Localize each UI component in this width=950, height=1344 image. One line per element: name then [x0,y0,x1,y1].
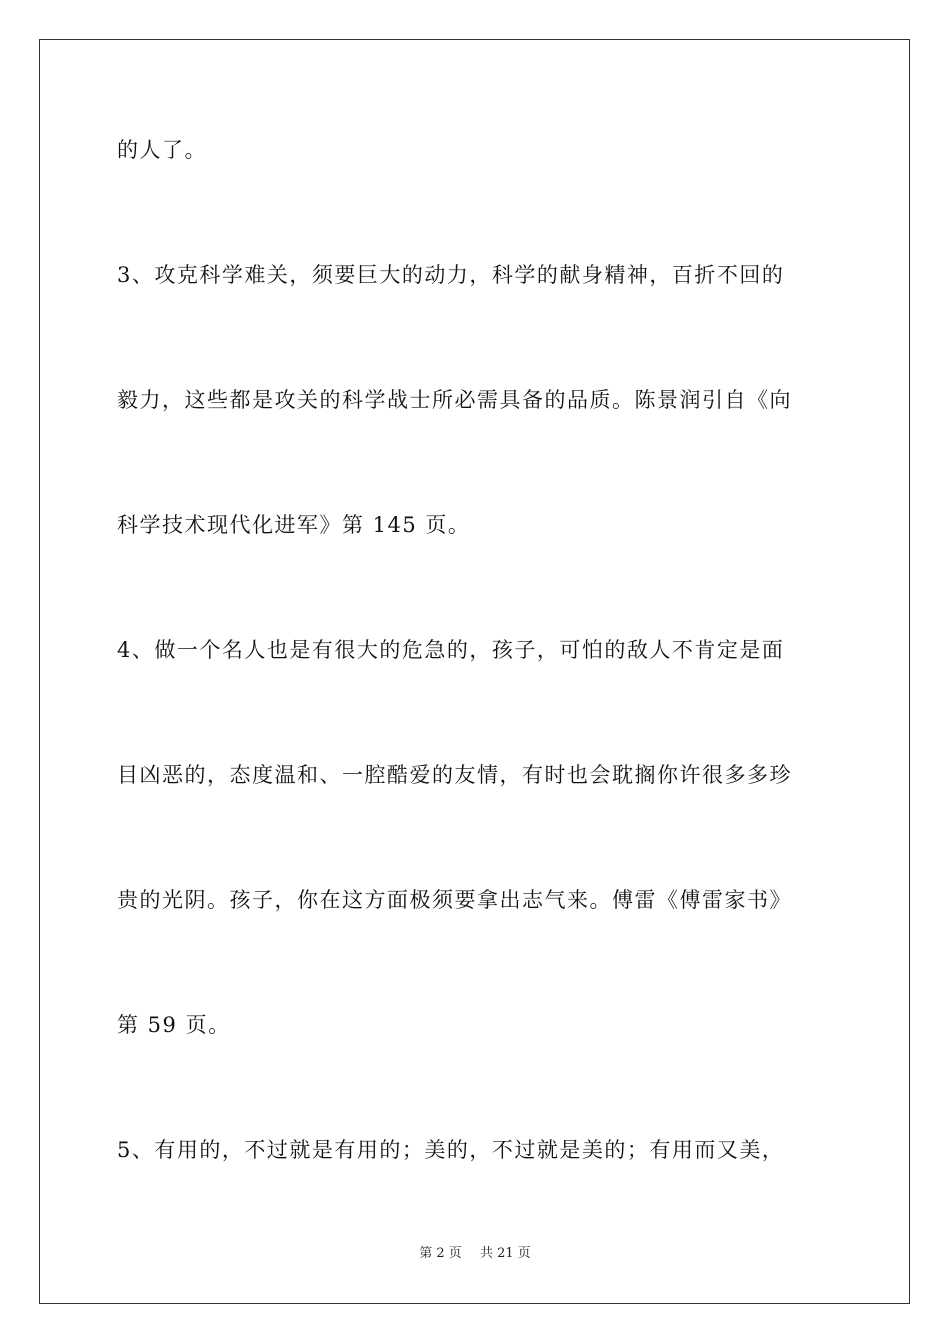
text-line: 的人了。 [117,138,207,162]
text-line: 5、有用的，不过就是有用的；美的，不过就是美的；有用而又美， [117,1138,785,1162]
text-line: 贵的光阴。孩子，你在这方面极须要拿出志气来。傅雷《傅雷家书》 [117,888,792,912]
page-footer [0,1246,950,1262]
text-line: 毅力，这些都是攻关的科学战士所必需具备的品质。陈景润引自《向 [117,388,792,412]
text-line: 目凶恶的，态度温和、一腔酷爱的友情，有时也会耽搁你许很多多珍 [117,763,792,787]
page-border [39,39,910,1304]
text-line: 第 59 页。 [117,1013,231,1037]
page-number: 第 2 页 [419,1246,462,1261]
text-line: 科学技术现代化进军》第 145 页。 [117,513,471,537]
text-line: 3、攻克科学难关，须要巨大的动力，科学的献身精神，百折不回的 [117,263,785,287]
text-line: 4、做一个名人也是有很大的危急的，孩子，可怕的敌人不肯定是面 [117,638,785,662]
page-total: 共 21 页 [479,1246,531,1261]
